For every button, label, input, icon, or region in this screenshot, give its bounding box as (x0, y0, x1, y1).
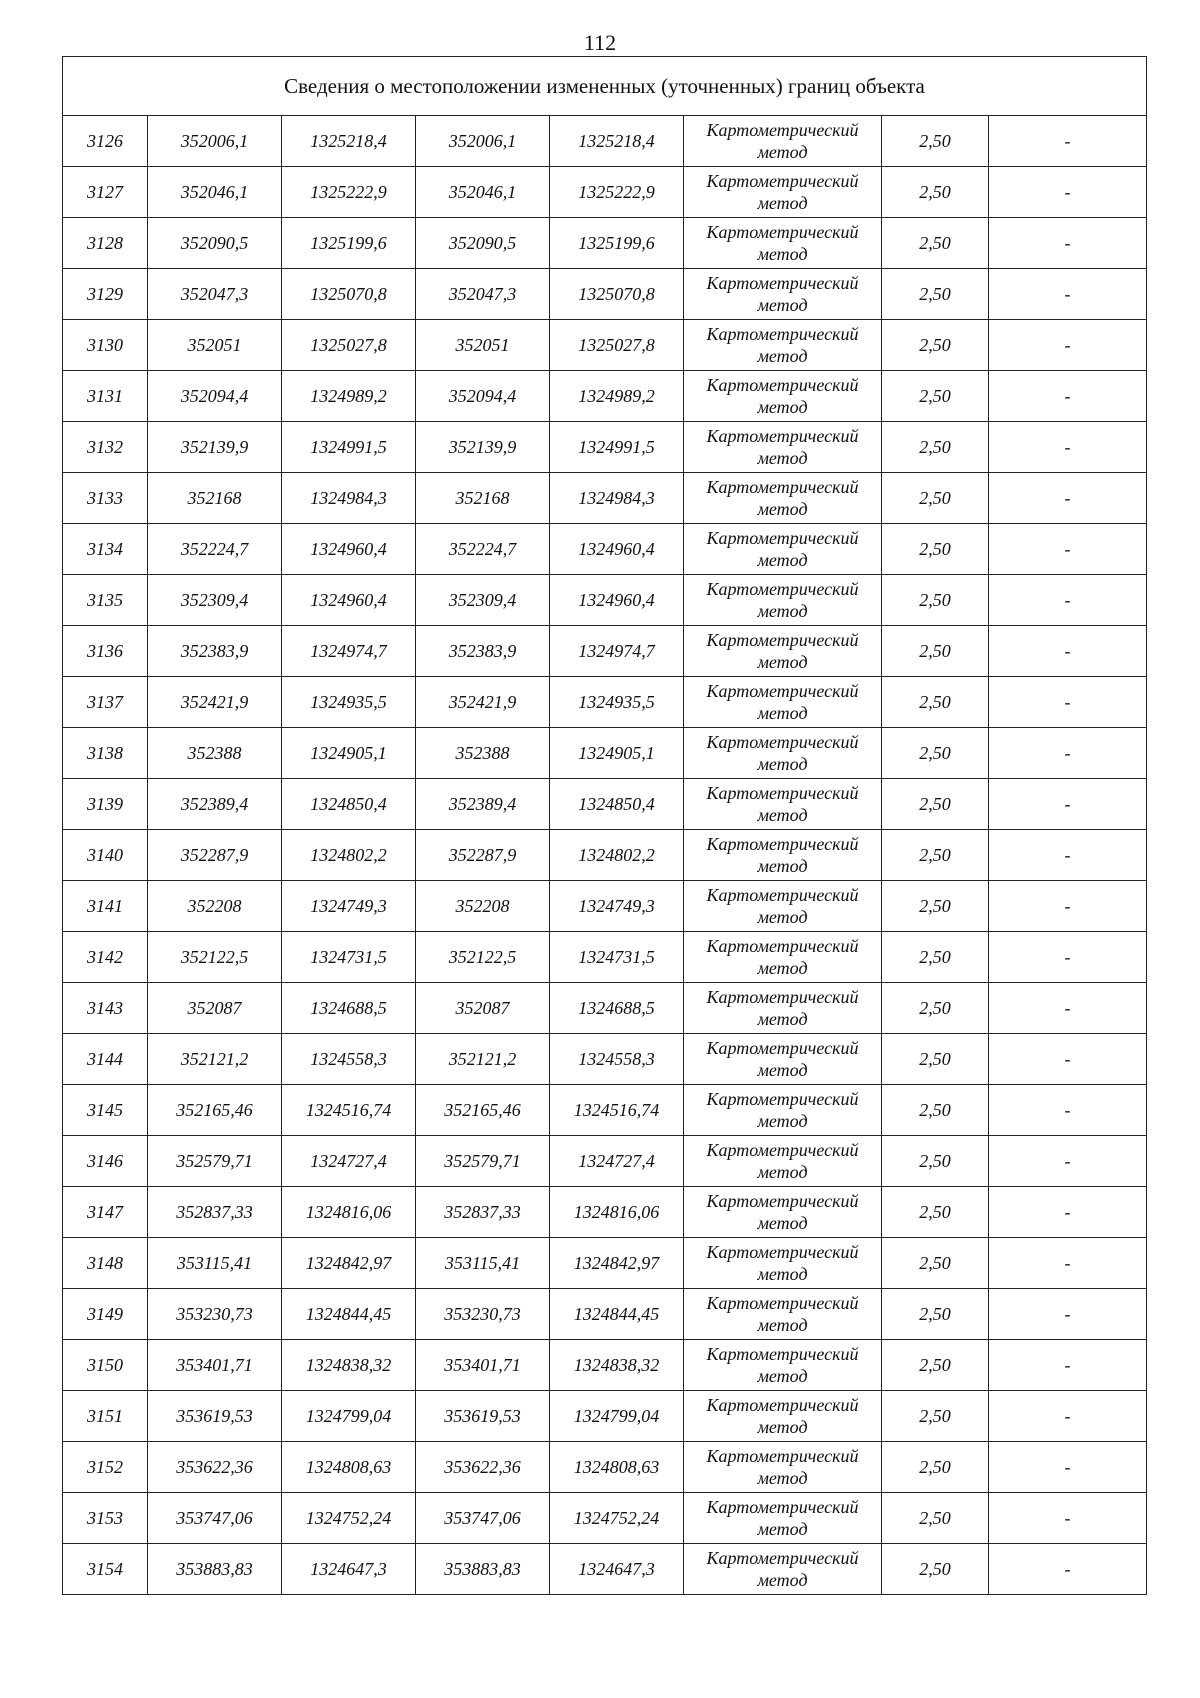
x-new-cell: 352837,33 (416, 1187, 550, 1238)
y-old-cell: 1324842,97 (282, 1238, 416, 1289)
point-number-cell: 3154 (63, 1544, 148, 1595)
y-new-cell: 1325199,6 (550, 218, 684, 269)
y-old-cell: 1324984,3 (282, 473, 416, 524)
y-old-cell: 1324935,5 (282, 677, 416, 728)
accuracy-cell: 2,50 (882, 881, 989, 932)
y-new-cell: 1324842,97 (550, 1238, 684, 1289)
method-cell: Картометрический метод (684, 1136, 882, 1187)
point-number-cell: 3145 (63, 1085, 148, 1136)
description-cell: - (989, 881, 1147, 932)
point-number-cell: 3130 (63, 320, 148, 371)
table-row (63, 881, 1147, 932)
x-old-cell: 352389,4 (148, 779, 282, 830)
point-number-cell: 3136 (63, 626, 148, 677)
table-row (63, 1187, 1147, 1238)
y-old-cell: 1324844,45 (282, 1289, 416, 1340)
x-old-cell: 352421,9 (148, 677, 282, 728)
description-cell: - (989, 1289, 1147, 1340)
accuracy-cell: 2,50 (882, 473, 989, 524)
description-cell: - (989, 779, 1147, 830)
y-old-cell: 1324991,5 (282, 422, 416, 473)
point-number-cell: 3139 (63, 779, 148, 830)
y-old-cell: 1324989,2 (282, 371, 416, 422)
accuracy-cell: 2,50 (882, 269, 989, 320)
accuracy-cell: 2,50 (882, 779, 989, 830)
x-new-cell: 352388 (416, 728, 550, 779)
method-cell: Картометрический метод (684, 269, 882, 320)
accuracy-cell: 2,50 (882, 524, 989, 575)
point-number-cell: 3150 (63, 1340, 148, 1391)
accuracy-cell: 2,50 (882, 371, 989, 422)
y-new-cell: 1324808,63 (550, 1442, 684, 1493)
x-old-cell: 352388 (148, 728, 282, 779)
y-old-cell: 1324558,3 (282, 1034, 416, 1085)
accuracy-cell: 2,50 (882, 677, 989, 728)
description-cell: - (989, 626, 1147, 677)
table-row (63, 728, 1147, 779)
y-old-cell: 1325218,4 (282, 116, 416, 167)
point-number-cell: 3149 (63, 1289, 148, 1340)
x-new-cell: 352421,9 (416, 677, 550, 728)
x-new-cell: 352165,46 (416, 1085, 550, 1136)
point-number-cell: 3135 (63, 575, 148, 626)
method-cell: Картометрический метод (684, 881, 882, 932)
description-cell: - (989, 371, 1147, 422)
y-old-cell: 1325222,9 (282, 167, 416, 218)
accuracy-cell: 2,50 (882, 1442, 989, 1493)
table-row (63, 1442, 1147, 1493)
y-new-cell: 1324989,2 (550, 371, 684, 422)
x-old-cell: 352087 (148, 983, 282, 1034)
y-new-cell: 1324984,3 (550, 473, 684, 524)
point-number-cell: 3137 (63, 677, 148, 728)
table-row (63, 932, 1147, 983)
point-number-cell: 3127 (63, 167, 148, 218)
method-cell: Картометрический метод (684, 830, 882, 881)
point-number-cell: 3143 (63, 983, 148, 1034)
x-old-cell: 352122,5 (148, 932, 282, 983)
x-old-cell: 352309,4 (148, 575, 282, 626)
x-old-cell: 353115,41 (148, 1238, 282, 1289)
table-row (63, 779, 1147, 830)
table-row (63, 1493, 1147, 1544)
y-new-cell: 1324802,2 (550, 830, 684, 881)
method-cell: Картометрический метод (684, 218, 882, 269)
method-cell: Картометрический метод (684, 422, 882, 473)
point-number-cell: 3151 (63, 1391, 148, 1442)
x-old-cell: 353401,71 (148, 1340, 282, 1391)
x-new-cell: 352046,1 (416, 167, 550, 218)
description-cell: - (989, 116, 1147, 167)
x-old-cell: 353883,83 (148, 1544, 282, 1595)
accuracy-cell: 2,50 (882, 1085, 989, 1136)
point-number-cell: 3134 (63, 524, 148, 575)
description-cell: - (989, 830, 1147, 881)
description-cell: - (989, 1493, 1147, 1544)
table-row (63, 1289, 1147, 1340)
y-old-cell: 1324516,74 (282, 1085, 416, 1136)
method-cell: Картометрический метод (684, 677, 882, 728)
x-old-cell: 352090,5 (148, 218, 282, 269)
point-number-cell: 3140 (63, 830, 148, 881)
table-row (63, 1034, 1147, 1085)
x-new-cell: 352090,5 (416, 218, 550, 269)
x-new-cell: 352168 (416, 473, 550, 524)
point-number-cell: 3148 (63, 1238, 148, 1289)
description-cell: - (989, 1238, 1147, 1289)
x-old-cell: 352287,9 (148, 830, 282, 881)
x-new-cell: 353230,73 (416, 1289, 550, 1340)
x-new-cell: 352051 (416, 320, 550, 371)
method-cell: Картометрический метод (684, 1187, 882, 1238)
table-title: Сведения о местоположении измененных (уточненных) границ объекта (63, 57, 1147, 116)
method-cell: Картометрический метод (684, 779, 882, 830)
accuracy-cell: 2,50 (882, 830, 989, 881)
x-old-cell: 352208 (148, 881, 282, 932)
x-old-cell: 352837,33 (148, 1187, 282, 1238)
point-number-cell: 3126 (63, 116, 148, 167)
y-old-cell: 1324816,06 (282, 1187, 416, 1238)
y-new-cell: 1324816,06 (550, 1187, 684, 1238)
x-new-cell: 352208 (416, 881, 550, 932)
accuracy-cell: 2,50 (882, 1187, 989, 1238)
accuracy-cell: 2,50 (882, 218, 989, 269)
description-cell: - (989, 167, 1147, 218)
accuracy-cell: 2,50 (882, 983, 989, 1034)
x-old-cell: 352006,1 (148, 116, 282, 167)
accuracy-cell: 2,50 (882, 575, 989, 626)
table-title-row (63, 57, 1147, 116)
x-new-cell: 352139,9 (416, 422, 550, 473)
y-new-cell: 1324688,5 (550, 983, 684, 1034)
x-new-cell: 352006,1 (416, 116, 550, 167)
point-number-cell: 3146 (63, 1136, 148, 1187)
description-cell: - (989, 1340, 1147, 1391)
y-old-cell: 1324808,63 (282, 1442, 416, 1493)
boundary-coordinates-table (62, 56, 1147, 1595)
x-new-cell: 352287,9 (416, 830, 550, 881)
y-new-cell: 1325070,8 (550, 269, 684, 320)
description-cell: - (989, 575, 1147, 626)
table-row (63, 116, 1147, 167)
table-row (63, 626, 1147, 677)
y-new-cell: 1324558,3 (550, 1034, 684, 1085)
y-new-cell: 1324799,04 (550, 1391, 684, 1442)
x-new-cell: 353622,36 (416, 1442, 550, 1493)
y-old-cell: 1324905,1 (282, 728, 416, 779)
accuracy-cell: 2,50 (882, 1238, 989, 1289)
method-cell: Картометрический метод (684, 1289, 882, 1340)
description-cell: - (989, 1085, 1147, 1136)
method-cell: Картометрический метод (684, 1544, 882, 1595)
method-cell: Картометрический метод (684, 167, 882, 218)
y-new-cell: 1324516,74 (550, 1085, 684, 1136)
table-row (63, 830, 1147, 881)
x-new-cell: 353747,06 (416, 1493, 550, 1544)
y-old-cell: 1324647,3 (282, 1544, 416, 1595)
accuracy-cell: 2,50 (882, 167, 989, 218)
point-number-cell: 3129 (63, 269, 148, 320)
description-cell: - (989, 728, 1147, 779)
method-cell: Картометрический метод (684, 1493, 882, 1544)
y-old-cell: 1324688,5 (282, 983, 416, 1034)
y-new-cell: 1324935,5 (550, 677, 684, 728)
description-cell: - (989, 422, 1147, 473)
table-row (63, 983, 1147, 1034)
point-number-cell: 3132 (63, 422, 148, 473)
table-row (63, 1340, 1147, 1391)
method-cell: Картометрический метод (684, 1238, 882, 1289)
accuracy-cell: 2,50 (882, 320, 989, 371)
x-new-cell: 353115,41 (416, 1238, 550, 1289)
y-old-cell: 1324838,32 (282, 1340, 416, 1391)
table-row (63, 473, 1147, 524)
x-old-cell: 352165,46 (148, 1085, 282, 1136)
table-row (63, 1085, 1147, 1136)
y-old-cell: 1324960,4 (282, 575, 416, 626)
x-old-cell: 352224,7 (148, 524, 282, 575)
table-row (63, 677, 1147, 728)
accuracy-cell: 2,50 (882, 1544, 989, 1595)
x-old-cell: 352139,9 (148, 422, 282, 473)
description-cell: - (989, 1187, 1147, 1238)
y-new-cell: 1324905,1 (550, 728, 684, 779)
table-row (63, 1544, 1147, 1595)
y-new-cell: 1324752,24 (550, 1493, 684, 1544)
x-old-cell: 352579,71 (148, 1136, 282, 1187)
x-new-cell: 352309,4 (416, 575, 550, 626)
x-old-cell: 352051 (148, 320, 282, 371)
point-number-cell: 3138 (63, 728, 148, 779)
x-old-cell: 353622,36 (148, 1442, 282, 1493)
x-old-cell: 352094,4 (148, 371, 282, 422)
y-new-cell: 1324838,32 (550, 1340, 684, 1391)
x-new-cell: 352383,9 (416, 626, 550, 677)
x-old-cell: 352383,9 (148, 626, 282, 677)
description-cell: - (989, 1034, 1147, 1085)
y-old-cell: 1324850,4 (282, 779, 416, 830)
y-old-cell: 1324974,7 (282, 626, 416, 677)
y-old-cell: 1324799,04 (282, 1391, 416, 1442)
x-old-cell: 352047,3 (148, 269, 282, 320)
description-cell: - (989, 983, 1147, 1034)
table-row (63, 269, 1147, 320)
method-cell: Картометрический метод (684, 1391, 882, 1442)
table-row (63, 167, 1147, 218)
point-number-cell: 3153 (63, 1493, 148, 1544)
description-cell: - (989, 1544, 1147, 1595)
description-cell: - (989, 218, 1147, 269)
table-body (63, 116, 1147, 1595)
accuracy-cell: 2,50 (882, 422, 989, 473)
method-cell: Картометрический метод (684, 371, 882, 422)
y-old-cell: 1325199,6 (282, 218, 416, 269)
description-cell: - (989, 524, 1147, 575)
method-cell: Картометрический метод (684, 728, 882, 779)
description-cell: - (989, 1391, 1147, 1442)
accuracy-cell: 2,50 (882, 1289, 989, 1340)
method-cell: Картометрический метод (684, 524, 882, 575)
y-old-cell: 1324727,4 (282, 1136, 416, 1187)
description-cell: - (989, 932, 1147, 983)
method-cell: Картометрический метод (684, 575, 882, 626)
x-new-cell: 352122,5 (416, 932, 550, 983)
x-new-cell: 352389,4 (416, 779, 550, 830)
point-number-cell: 3131 (63, 371, 148, 422)
method-cell: Картометрический метод (684, 116, 882, 167)
table-row (63, 1391, 1147, 1442)
accuracy-cell: 2,50 (882, 1034, 989, 1085)
method-cell: Картометрический метод (684, 1340, 882, 1391)
description-cell: - (989, 1442, 1147, 1493)
method-cell: Картометрический метод (684, 1034, 882, 1085)
accuracy-cell: 2,50 (882, 1340, 989, 1391)
description-cell: - (989, 473, 1147, 524)
accuracy-cell: 2,50 (882, 1391, 989, 1442)
accuracy-cell: 2,50 (882, 932, 989, 983)
y-new-cell: 1325218,4 (550, 116, 684, 167)
description-cell: - (989, 677, 1147, 728)
y-new-cell: 1325222,9 (550, 167, 684, 218)
method-cell: Картометрический метод (684, 983, 882, 1034)
y-new-cell: 1324850,4 (550, 779, 684, 830)
y-new-cell: 1324960,4 (550, 524, 684, 575)
method-cell: Картометрический метод (684, 932, 882, 983)
description-cell: - (989, 1136, 1147, 1187)
point-number-cell: 3147 (63, 1187, 148, 1238)
table-row (63, 422, 1147, 473)
x-new-cell: 352579,71 (416, 1136, 550, 1187)
table-row (63, 320, 1147, 371)
x-new-cell: 353401,71 (416, 1340, 550, 1391)
accuracy-cell: 2,50 (882, 1136, 989, 1187)
point-number-cell: 3142 (63, 932, 148, 983)
y-new-cell: 1324991,5 (550, 422, 684, 473)
y-old-cell: 1324752,24 (282, 1493, 416, 1544)
table-row (63, 371, 1147, 422)
y-new-cell: 1324749,3 (550, 881, 684, 932)
table-row (63, 1136, 1147, 1187)
x-new-cell: 352047,3 (416, 269, 550, 320)
y-old-cell: 1324802,2 (282, 830, 416, 881)
method-cell: Картометрический метод (684, 320, 882, 371)
x-old-cell: 353747,06 (148, 1493, 282, 1544)
x-new-cell: 352224,7 (416, 524, 550, 575)
point-number-cell: 3128 (63, 218, 148, 269)
y-new-cell: 1324647,3 (550, 1544, 684, 1595)
method-cell: Картометрический метод (684, 626, 882, 677)
description-cell: - (989, 320, 1147, 371)
point-number-cell: 3133 (63, 473, 148, 524)
y-old-cell: 1325027,8 (282, 320, 416, 371)
y-old-cell: 1324731,5 (282, 932, 416, 983)
x-old-cell: 352046,1 (148, 167, 282, 218)
y-new-cell: 1324844,45 (550, 1289, 684, 1340)
point-number-cell: 3144 (63, 1034, 148, 1085)
page-number: 112 (583, 30, 617, 55)
point-number-cell: 3152 (63, 1442, 148, 1493)
point-number-cell: 3141 (63, 881, 148, 932)
y-new-cell: 1324727,4 (550, 1136, 684, 1187)
accuracy-cell: 2,50 (882, 116, 989, 167)
accuracy-cell: 2,50 (882, 1493, 989, 1544)
x-new-cell: 353619,53 (416, 1391, 550, 1442)
method-cell: Картометрический метод (684, 1085, 882, 1136)
method-cell: Картометрический метод (684, 473, 882, 524)
accuracy-cell: 2,50 (882, 626, 989, 677)
x-new-cell: 352087 (416, 983, 550, 1034)
y-new-cell: 1324731,5 (550, 932, 684, 983)
y-new-cell: 1324974,7 (550, 626, 684, 677)
table-row (63, 218, 1147, 269)
table-row (63, 1238, 1147, 1289)
x-new-cell: 352094,4 (416, 371, 550, 422)
table-row (63, 575, 1147, 626)
x-old-cell: 352168 (148, 473, 282, 524)
y-new-cell: 1324960,4 (550, 575, 684, 626)
y-old-cell: 1325070,8 (282, 269, 416, 320)
y-old-cell: 1324960,4 (282, 524, 416, 575)
x-old-cell: 353230,73 (148, 1289, 282, 1340)
method-cell: Картометрический метод (684, 1442, 882, 1493)
y-old-cell: 1324749,3 (282, 881, 416, 932)
x-old-cell: 352121,2 (148, 1034, 282, 1085)
table-row (63, 524, 1147, 575)
accuracy-cell: 2,50 (882, 728, 989, 779)
x-new-cell: 352121,2 (416, 1034, 550, 1085)
x-old-cell: 353619,53 (148, 1391, 282, 1442)
description-cell: - (989, 269, 1147, 320)
x-new-cell: 353883,83 (416, 1544, 550, 1595)
y-new-cell: 1325027,8 (550, 320, 684, 371)
